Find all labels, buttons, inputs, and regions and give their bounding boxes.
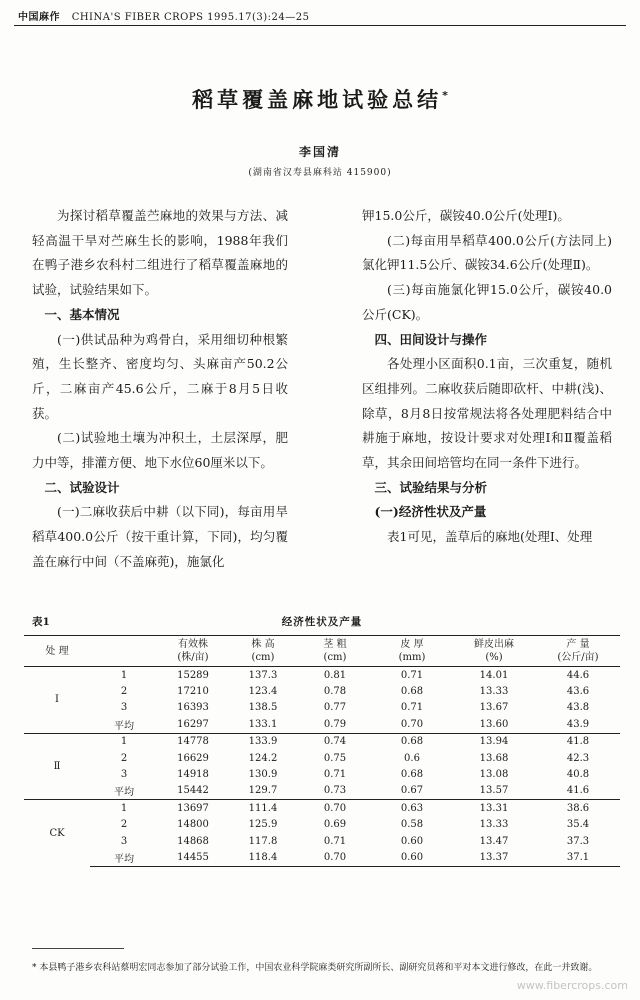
table-row [24, 817, 620, 833]
header-stem: 茎 粗 (cm) [298, 636, 372, 667]
value-cell: 0.69 [323, 819, 347, 831]
table-row [24, 667, 620, 684]
author: 李国清 [298, 145, 341, 159]
rep-cell: 3 [120, 835, 128, 847]
header-rule [14, 25, 626, 26]
watermark: www.fibercrops.com [516, 979, 628, 992]
value-cell: 14.01 [452, 667, 536, 684]
value-cell: 0.71 [400, 702, 424, 714]
journal-citation: 1995.17(3):24—25 [207, 12, 310, 23]
value-cell: 13.08 [479, 769, 509, 781]
value-cell: 0.70 [298, 800, 372, 817]
body-paragraph: 为探讨稻草覆盖苎麻地的效果与方法、减轻高温干旱对苎麻生长的影响，1988年我们在鸭子港乡农科村二组进行了稻草覆盖麻地的试验，试验结果如下。 [32, 208, 288, 298]
value-cell: 43.6 [566, 686, 590, 698]
table-row [24, 733, 620, 750]
paper-title-text: 稻草覆盖麻地试验总结 [192, 88, 443, 112]
value-cell: 13.68 [479, 752, 509, 764]
value-cell: 0.71 [372, 667, 452, 684]
value-cell: 43.8 [566, 702, 590, 714]
rep-cell: 1 [90, 733, 158, 750]
table-row [24, 716, 620, 733]
value-cell: 123.4 [248, 686, 278, 698]
footnote-rule [32, 948, 124, 949]
body-paragraph: (二)每亩用旱稻草400.0公斤(方法同上)氯化钾11.5公斤、碳铵34.6公斤(处理Ⅱ)。 [362, 232, 612, 273]
value-cell: 13.33 [479, 686, 509, 698]
paper-title [0, 84, 640, 114]
value-cell: 0.58 [400, 819, 424, 831]
body-paragraph: 表1可见，盖草后的麻地(处理Ⅰ、处理 [387, 529, 593, 545]
table-row [24, 849, 620, 866]
value-cell: 15289 [158, 667, 228, 684]
value-cell: 35.4 [566, 819, 590, 831]
value-cell: 44.6 [536, 667, 620, 684]
value-cell: 0.60 [400, 835, 424, 847]
value-cell: 14800 [177, 819, 209, 831]
header-bark: 皮 厚 (mm) [372, 636, 452, 667]
header-treatment: 处 理 [24, 636, 90, 667]
value-cell: 13.47 [479, 835, 509, 847]
footnote: * 本县鸭子港乡农科站蔡明宏同志参加了部分试验工作，中国农业科学院麻类研究所副所长、副研究员蒋和平对本文进行修改，在此一并致谢。 [32, 963, 598, 973]
value-cell: 138.5 [248, 702, 278, 714]
header-height: 株 高 (cm) [228, 636, 298, 667]
table-row [24, 683, 620, 699]
value-cell: 17210 [177, 686, 209, 698]
value-cell: 133.9 [228, 733, 298, 750]
treatment-cell: CK [24, 800, 90, 867]
value-cell: 0.71 [323, 835, 347, 847]
value-cell: 0.78 [323, 686, 347, 698]
rep-cell: 平均 [114, 787, 134, 799]
treatment-cell: Ⅰ [24, 667, 90, 734]
value-cell: 0.68 [372, 733, 452, 750]
value-cell: 38.6 [536, 800, 620, 817]
value-cell: 0.79 [323, 718, 347, 730]
value-cell: 117.8 [248, 835, 278, 847]
journal-name-cn: 中国麻作 [18, 12, 60, 23]
value-cell: 118.4 [228, 849, 298, 866]
value-cell: 0.74 [298, 733, 372, 750]
value-cell: 13.37 [452, 849, 536, 866]
table-row [24, 766, 620, 782]
value-cell: 13.60 [479, 718, 509, 730]
value-cell: 13.33 [479, 819, 509, 831]
value-cell: 13.94 [452, 733, 536, 750]
value-cell: 129.7 [248, 785, 278, 797]
value-cell: 0.81 [298, 667, 372, 684]
value-cell: 0.73 [323, 785, 347, 797]
value-cell: 16393 [177, 702, 209, 714]
value-cell: 13697 [158, 800, 228, 817]
body-paragraph: (二)试验地土壤为冲积土，土层深厚，肥力中等，排灌方便、地下水位60厘米以下。 [32, 430, 288, 471]
results-table [24, 635, 620, 867]
body-paragraph: (一)供试品种为鸡骨白，采用细切种根繁殖，生长整齐、密度均匀、头麻亩产50.2公斤，二麻亩产45.6公斤，二麻于8月5日收获。 [32, 331, 288, 421]
value-cell: 13.67 [479, 702, 509, 714]
table-row [24, 833, 620, 849]
value-cell: 0.71 [323, 769, 347, 781]
rep-cell: 1 [90, 667, 158, 684]
header-rep [90, 636, 158, 667]
value-cell: 111.4 [228, 800, 298, 817]
value-cell: 16629 [177, 752, 209, 764]
section-heading: 一、基本情况 [44, 306, 120, 322]
journal-name-en: CHINA'S FIBER CROPS [71, 12, 204, 23]
title-footnote-mark: * [442, 89, 448, 102]
rep-cell: 1 [90, 800, 158, 817]
value-cell: 0.67 [400, 785, 424, 797]
value-cell: 0.60 [372, 849, 452, 866]
value-cell: 14868 [177, 835, 209, 847]
left-column [32, 204, 288, 575]
value-cell: 133.1 [248, 718, 278, 730]
section-heading: 四、田间设计与操作 [374, 331, 488, 347]
affiliation: (湖南省汉寿县麻科站 415900) [248, 168, 392, 178]
value-cell: 43.9 [566, 718, 590, 730]
rep-cell: 平均 [114, 720, 134, 732]
value-cell: 0.77 [323, 702, 347, 714]
rep-cell: 2 [120, 819, 128, 831]
value-cell: 125.9 [248, 819, 278, 831]
section-heading: (一)经济性状及产量 [374, 504, 487, 520]
section-heading: 三、试验结果与分析 [374, 479, 488, 495]
body-paragraph: 各处理小区面积0.1亩，三次重复，随机区组排列。二麻收获后随即砍杆、中耕(浅)、除草，8月8日按常规法将各处理肥料结合中耕施于麻地，按设计要求对处理Ⅰ和Ⅱ覆盖稻草，其余田间培管均在同一条件下进行。 [362, 356, 612, 471]
rep-cell: 3 [120, 769, 128, 781]
table-row [24, 750, 620, 766]
value-cell: 42.3 [566, 752, 590, 764]
body-paragraph: (一)二麻收获后中耕（以下同)，每亩用旱稻草400.0公斤（按干重计算，下同)，均匀覆盖在麻行中间（不盖麻蔸)，施氯化 [32, 504, 288, 569]
value-cell: 15442 [177, 785, 209, 797]
value-cell: 37.1 [536, 849, 620, 866]
value-cell: 0.70 [298, 849, 372, 866]
table-title: 经济性状及产量 [281, 616, 363, 628]
value-cell: 0.75 [323, 752, 347, 764]
value-cell: 137.3 [228, 667, 298, 684]
rep-cell: 2 [120, 752, 128, 764]
value-cell: 37.3 [566, 835, 590, 847]
table-header-row [24, 636, 620, 667]
value-cell: 13.31 [452, 800, 536, 817]
value-cell: 0.6 [404, 752, 420, 764]
table-label: 表1 [32, 616, 50, 628]
table-row [24, 700, 620, 716]
journal-header [18, 8, 310, 23]
value-cell: 13.57 [479, 785, 509, 797]
value-cell: 0.68 [400, 686, 424, 698]
value-cell: 14918 [177, 769, 209, 781]
rep-cell: 2 [120, 686, 128, 698]
header-fiber-rate: 鲜皮出麻 (%) [452, 636, 536, 667]
value-cell: 16297 [177, 718, 209, 730]
value-cell: 14778 [158, 733, 228, 750]
header-yield: 产 量 (公斤/亩) [536, 636, 620, 667]
value-cell: 0.63 [372, 800, 452, 817]
value-cell: 130.9 [248, 769, 278, 781]
value-cell: 124.2 [248, 752, 278, 764]
table-body [24, 667, 620, 867]
treatment-cell: Ⅱ [24, 733, 90, 800]
value-cell: 41.6 [566, 785, 590, 797]
table-row [24, 800, 620, 817]
body-paragraph: (三)每亩施氯化钾15.0公斤，碳铵40.0公斤(CK)。 [362, 282, 612, 322]
rep-cell: 平均 [90, 849, 158, 866]
value-cell: 0.68 [400, 769, 424, 781]
rep-cell: 3 [120, 702, 128, 714]
body-paragraph: 钾15.0公斤，碳铵40.0公斤(处理Ⅰ)。 [362, 208, 570, 223]
table-row [24, 783, 620, 800]
value-cell: 41.8 [536, 733, 620, 750]
value-cell: 0.70 [400, 718, 424, 730]
value-cell: 40.8 [566, 769, 590, 781]
section-heading: 二、试验设计 [44, 479, 120, 495]
header-plants: 有效株 (株/亩) [158, 636, 228, 667]
value-cell: 14455 [158, 849, 228, 866]
right-column [362, 204, 612, 550]
